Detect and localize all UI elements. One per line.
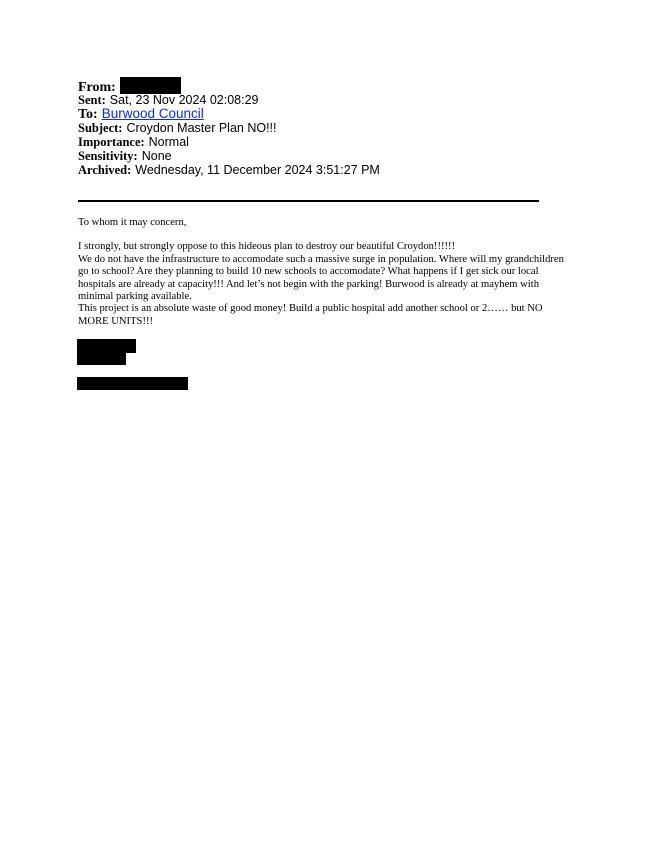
from-label: From:: [78, 80, 116, 95]
from-redaction: [120, 77, 181, 94]
body-line: MORE UNITS!!!: [78, 315, 154, 327]
to-row: [78, 107, 558, 121]
sensitivity-value: None: [141, 149, 172, 163]
archived-row: [78, 163, 558, 177]
archived-label: Archived:: [78, 163, 132, 177]
subject-row: [78, 121, 558, 135]
body-line: This project is an absolute waste of good money! Build a public hospital add another school or 2…… but NO: [78, 303, 543, 315]
to-label: To:: [78, 107, 98, 122]
body-line: go to school? Are they planning to build 10 new schools to accomodate? What happens if I get sick our local: [78, 266, 539, 278]
header-divider: [78, 200, 539, 202]
subject-value: Croydon Master Plan NO!!!: [126, 121, 277, 135]
sensitivity-row: [78, 149, 558, 163]
sent-row: [78, 93, 558, 107]
email-body: [78, 217, 578, 328]
archived-value: Wednesday, 11 December 2024 3:51:27 PM: [135, 163, 380, 177]
importance-row: [78, 135, 558, 149]
subject-label: Subject:: [78, 121, 123, 135]
body-line: hospitals are already at capacity!!! And let’s not begin with the parking! Burwood is already at mayhem with: [78, 278, 539, 290]
body-line: I strongly, but strongly oppose to this hideous plan to destroy our beautiful Croydon!!!!!!: [78, 241, 456, 253]
importance-label: Importance:: [78, 135, 145, 149]
to-recipient-link[interactable]: Burwood Council: [101, 106, 204, 121]
signature-redaction: [77, 352, 126, 365]
contact-redaction: [77, 377, 188, 390]
sent-label: Sent:: [78, 93, 106, 107]
body-greeting: To whom it may concern,: [78, 217, 187, 228]
sensitivity-label: Sensitivity:: [78, 149, 138, 163]
sent-value: Sat, 23 Nov 2024 02:08:29: [109, 93, 259, 107]
importance-value: Normal: [148, 135, 189, 149]
email-header: [78, 77, 558, 177]
from-row: [78, 77, 558, 93]
body-line: We do not have the infrastructure to accomodate such a massive surge in population. Where will my grandchildren: [78, 253, 564, 265]
signature-redaction: [77, 339, 136, 353]
body-line: minimal parking available.: [78, 291, 192, 303]
